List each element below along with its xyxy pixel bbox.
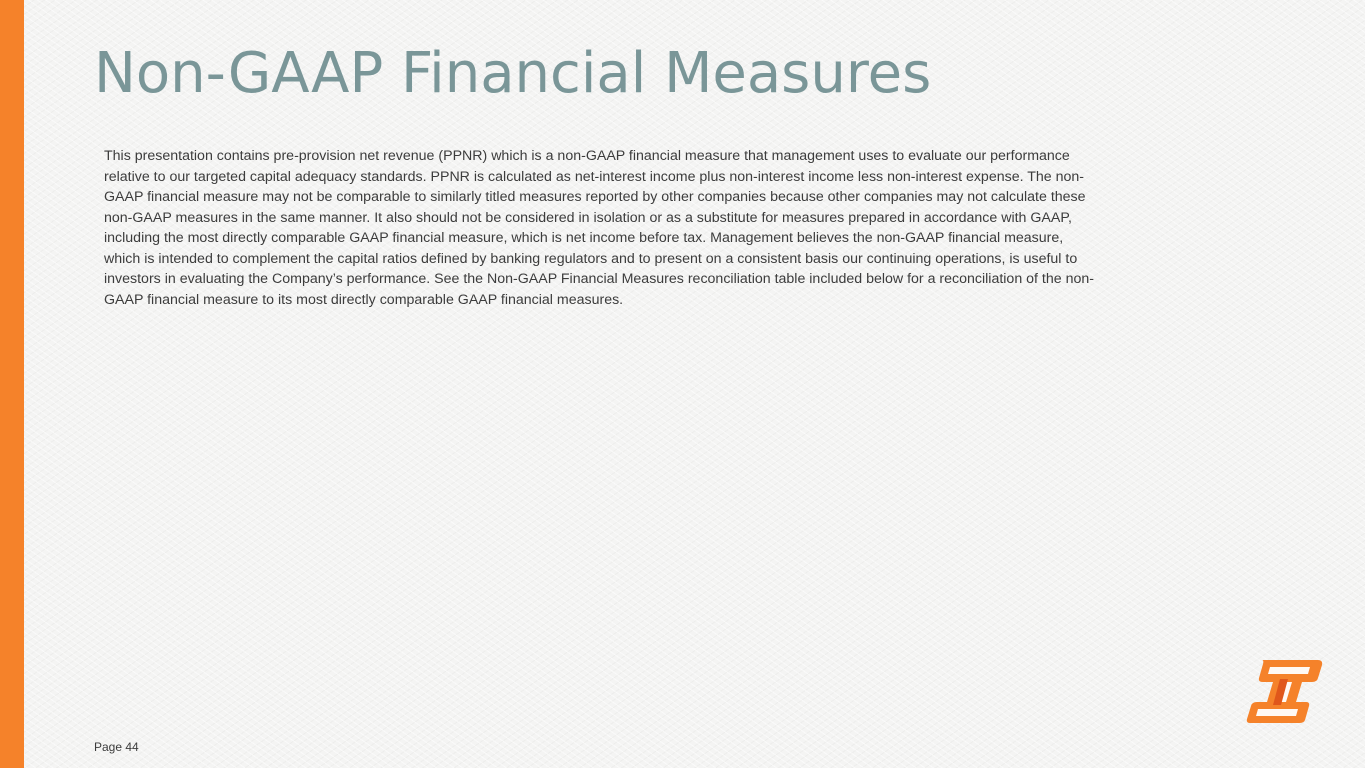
page-number: Page 44 (94, 740, 139, 754)
body-paragraph: This presentation contains pre-provision net revenue (PPNR) which is a non-GAAP financial measure that management uses to evaluate our performance relative to our targeted capital adequacy standards. PPNR is calculated as net-interest income plus non-interest income less non-interest expense. The non-GAAP financial measure may not be comparable to similarly titled measures reported by other companies because other companies may not calculate these non-GAAP measures in the same manner. It also should not be considered in isolation or as a substitute for measures prepared in accordance with GAAP, including the most directly comparable GAAP financial measure, which is net income before tax. Management believes the non-GAAP financial measure, which is intended to complement the capital ratios defined by banking regulators and to present on a consistent basis our continuing operations, is useful to investors in evaluating the Company’s performance. See the Non-GAAP Financial Measures reconciliation table included below for a reconciliation of the non-GAAP financial measure to its most directly comparable GAAP financial measures. (104, 148, 1094, 308)
company-logo-icon (1244, 656, 1324, 726)
slide-title: Non-GAAP Financial Measures (94, 41, 932, 106)
accent-bar (0, 0, 24, 768)
company-logo-svg (1244, 656, 1324, 726)
